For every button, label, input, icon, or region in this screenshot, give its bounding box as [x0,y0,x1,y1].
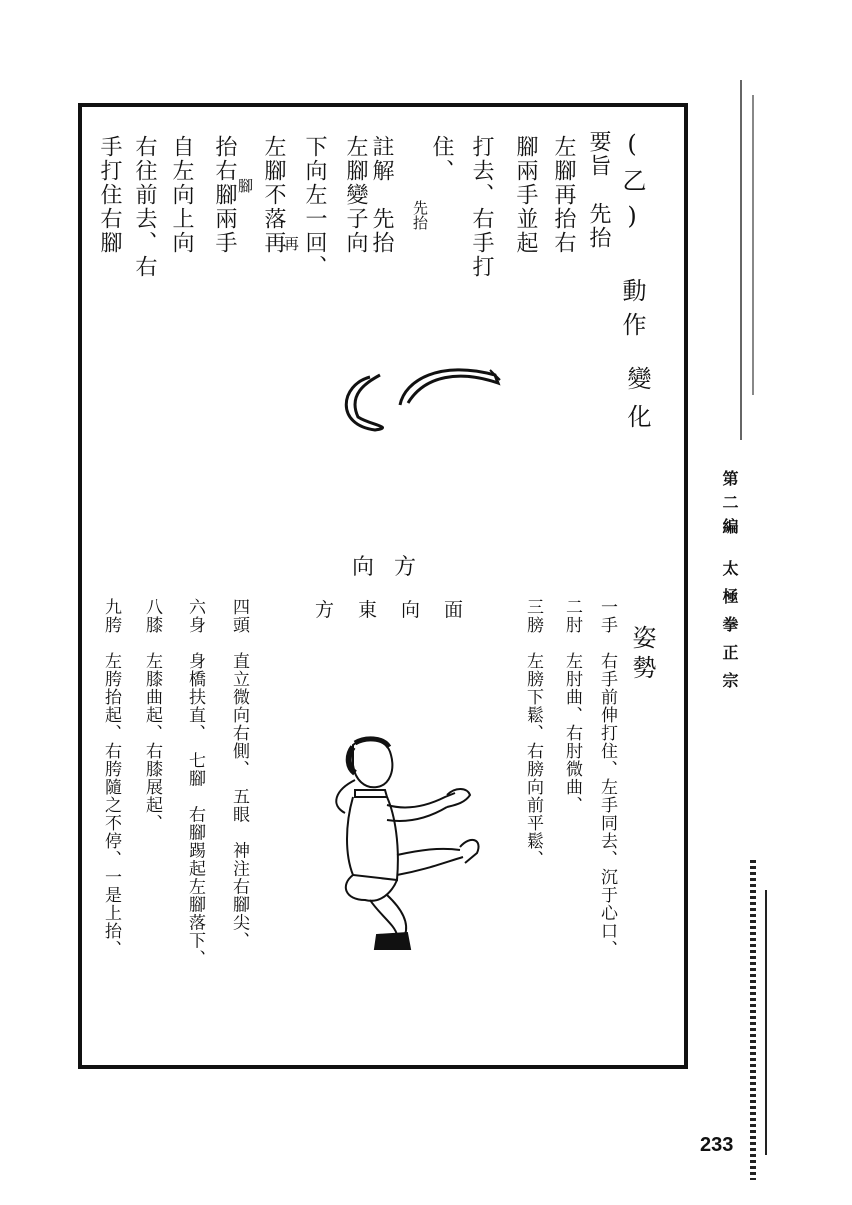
bracket-note: 腳 [236,178,254,193]
text-column: 住、 [429,135,454,183]
text-column: 抬右腳兩手 [212,135,237,255]
section-heading: (乙) 動作 [618,130,646,346]
direction-line-1: 方向 [352,555,437,580]
posture-item: 六身 身橋扶直、 七腳 右腳踢起左腳落下、 [185,598,205,968]
text-column: 下向左一回、 [302,135,327,279]
posture-item: 一手 右手前伸打住、左手同去、沉于心口、 [597,598,617,958]
sidebar-title: 太極拳正宗 [720,560,739,700]
bracket-note: 再 [282,236,300,251]
text-column: 要旨 先抬 [586,130,611,250]
text-column: 右往前去、右 [132,135,157,279]
sidebar-part: 第二編 [720,470,739,542]
figure-illustration [325,735,490,960]
page-edge-line [765,890,767,1155]
posture-item: 二肘 左肘曲、右肘微曲、 [562,598,582,814]
text-column: 左腳再抬右 [551,135,576,255]
posture-item: 八膝 左膝曲起、右膝展起、 [142,598,162,832]
posture-heading: 姿勢 [628,625,656,685]
page-edge-line [752,95,754,395]
bracket-note: 先抬 [411,200,429,230]
direction-line-2: 面向東方 [315,599,488,621]
posture-item: 四頭 直立微向右側、 五眼 神注右腳尖、 [229,598,249,950]
page-number: 233 [700,1134,734,1156]
posture-item: 九胯 左胯抬起、右胯隨之不停、一是上抬、 [101,598,121,958]
posture-item: 三膀 左膀下鬆、右膀向前平鬆、 [523,598,543,868]
text-column: 腳兩手並起 [513,135,538,255]
page-edge-binding [750,860,756,1180]
text-column: 手打住右腳 [97,135,122,255]
annotation-column: 註解 先抬 [369,135,394,255]
page-edge-line [740,80,742,440]
direction-heading [352,550,436,581]
text-column: 自左向上向 [169,135,194,255]
direction-subheading [315,595,487,622]
text-column: 左腳變子向 [343,135,368,255]
text-column: 左腳不落再 [261,135,286,255]
text-column: 打去、右手打 [469,135,494,279]
bianhua-heading: 變化 [623,366,651,442]
ribbon-drawing [330,355,505,445]
